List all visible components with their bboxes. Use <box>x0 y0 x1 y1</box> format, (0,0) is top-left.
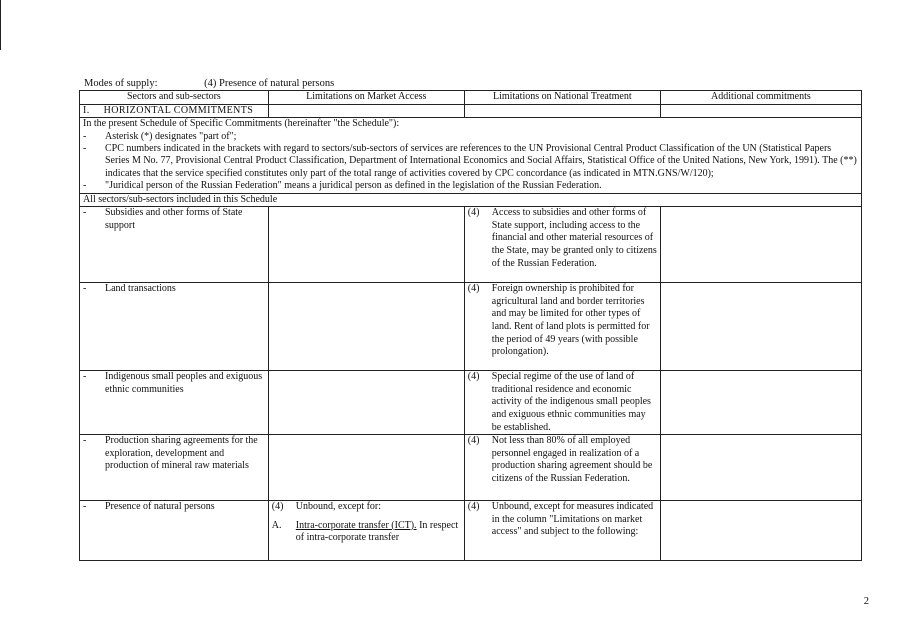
intro-bullet: - CPC numbers indicated in the brackets with regard to sectors/sub-sectors of services are references to the UN Provisional Central Product Classification of the UN (Statistical Papers Series M No. 77, Provisional Central Product Classification, Department of International Economics and Social Affairs, Statistical Office of the United Nations, New York, 1991). The (**) indicates that the service specified constitutes only part of the total range of activities covered by CPC concordance (as indicated in MTN.GNS/W/120); <box>83 143 857 179</box>
additional-cell <box>660 283 861 371</box>
page-edge-line <box>0 0 1 50</box>
table-row <box>80 283 862 371</box>
modes-label: Modes of supply: <box>84 78 158 89</box>
sector-cell: - Land transactions <box>80 283 269 371</box>
modes-of-supply <box>84 78 334 89</box>
header-market-access: Limitations on Market Access <box>268 91 464 105</box>
market-access-cell: (4) Unbound, except for: A. Intra-corporate transfer (ICT). In respect of intra-corporate transfer <box>268 501 464 561</box>
market-access-cell <box>268 283 464 371</box>
intro-bullet: - Asterisk (*) designates "part of"; <box>83 130 237 142</box>
header-additional: Additional commitments <box>660 91 861 105</box>
intro-text <box>80 118 862 193</box>
empty-cell <box>268 104 464 118</box>
section-number: I. <box>83 104 90 116</box>
header-sectors: Sectors and sub-sectors <box>80 91 269 105</box>
national-treatment-cell: (4) Unbound, except for measures indicated in the column "Limitations on market access" and subject to the following: <box>464 501 660 561</box>
section-row <box>80 104 862 118</box>
section-title-text: HORIZONTAL COMMITMENTS <box>103 104 254 116</box>
sector-cell: - Subsidies and other forms of State support <box>80 207 269 283</box>
intro-lead: In the present Schedule of Specific Commitments (hereinafter "the Schedule"): <box>83 118 400 130</box>
page-number: 2 <box>863 596 869 607</box>
national-treatment-cell: (4) Special regime of the use of land of traditional residence and economic activity of the indigenous small peoples and exiguous ethnic communities may be established. <box>464 371 660 435</box>
sector-cell: - Presence of natural persons <box>80 501 269 561</box>
intro-bullet: - "Juridical person of the Russian Federation" means a juridical person as defined in the legislation of the Russian Federation. <box>83 180 602 192</box>
empty-cell <box>660 104 861 118</box>
header-row <box>80 91 862 105</box>
table-row <box>80 207 862 283</box>
section-title <box>80 104 269 118</box>
additional-cell <box>660 207 861 283</box>
all-sectors-label: All sectors/sub-sectors included in this Schedule <box>80 193 862 207</box>
market-access-cell <box>268 371 464 435</box>
sector-cell: - Production sharing agreements for the exploration, development and production of mineral raw materials <box>80 435 269 501</box>
table-row <box>80 371 862 435</box>
intro-row <box>80 118 862 193</box>
table-row <box>80 435 862 501</box>
empty-cell <box>464 104 660 118</box>
additional-cell <box>660 371 861 435</box>
header-national-treatment: Limitations on National Treatment <box>464 91 660 105</box>
national-treatment-cell: (4) Not less than 80% of all employed personnel engaged in realization of a production sharing agreement should be citizens of the Russian Federation. <box>464 435 660 501</box>
sector-cell: - Indigenous small peoples and exiguous ethnic communities <box>80 371 269 435</box>
all-sectors-row <box>80 193 862 207</box>
schedule-table <box>79 90 862 561</box>
market-access-cell <box>268 207 464 283</box>
national-treatment-cell: (4) Access to subsidies and other forms of State support, including access to the financial and other material resources of the State, may be granted only to citizens of the Russian Federation. <box>464 207 660 283</box>
additional-cell <box>660 435 861 501</box>
market-access-cell <box>268 435 464 501</box>
modes-value: (4) Presence of natural persons <box>204 78 335 89</box>
national-treatment-cell: (4) Foreign ownership is prohibited for agricultural land and border territories and may be limited for other types of land. Rent of land plots is permitted for the period of 49 years (with possible prolongation). <box>464 283 660 371</box>
additional-cell <box>660 501 861 561</box>
table-row <box>80 501 862 561</box>
